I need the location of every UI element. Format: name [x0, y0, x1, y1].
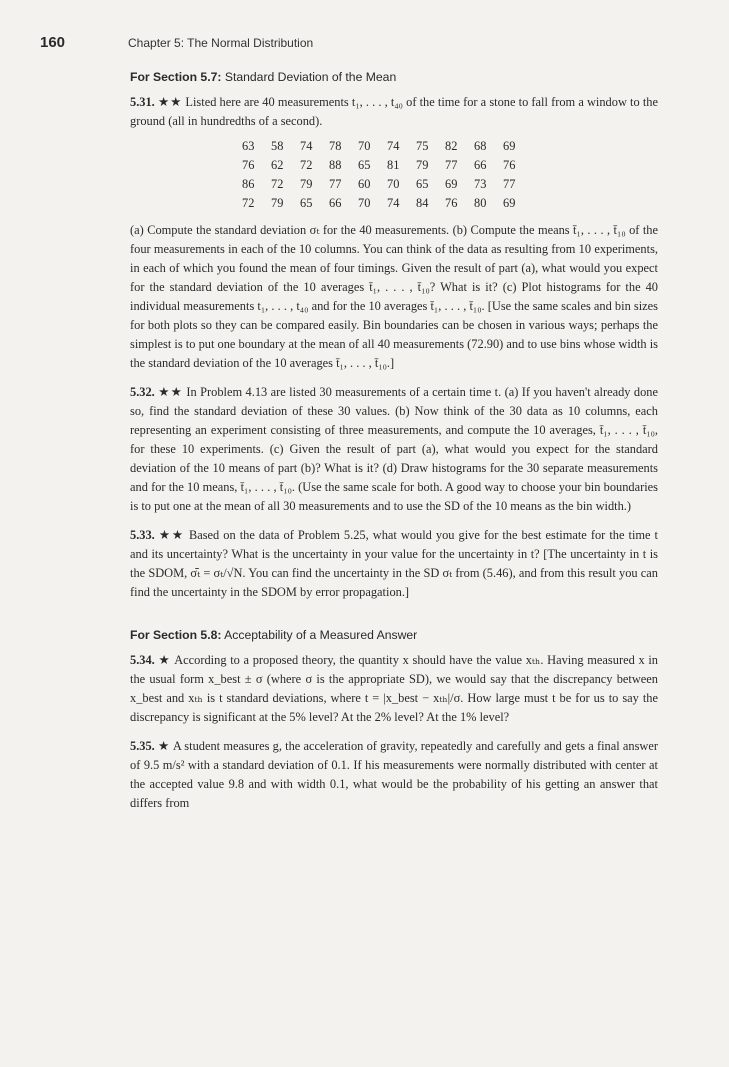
table-cell: 79 — [271, 196, 284, 210]
table-cell: 65 — [358, 158, 371, 172]
problem-5-33 — [130, 526, 658, 602]
table-cell: 58 — [271, 139, 284, 153]
table-cell: 70 — [387, 177, 400, 191]
table-cell: 62 — [271, 158, 284, 172]
problem-body: (a) Compute the standard deviation σₜ for the 40 measurements. (b) Compute the means t̄₁, . . . , t̄₁₀ of the four measurements in each of the 10 columns. You can think of the data as resulting from 10 experiments, in each of which you found the mean of four timings. Given the result of part (a), what would you expect for the standard deviation of the 10 averages t̄₁, . . . , t̄₁₀? What is it? (c) Plot histograms for the 40 individual measurements t₁, . . . , t₄₀ and for the 10 averages t̄₁, . . . , t̄₁₀. [Use the same scales and bin sizes for both plots so they can be compared easily. Bin boundaries can be chosen in various ways; perhaps the simplest is to put one boundary at the mean of all 40 measurements (72.90) and to use bins whose width is the standard deviation of the 10 averages t̄₁, . . . , t̄₁₀.] — [130, 223, 658, 370]
difficulty-stars: ★ — [158, 653, 172, 667]
table-cell: 88 — [329, 158, 342, 172]
difficulty-stars: ★ — [158, 739, 171, 753]
table-cell: 72 — [271, 177, 284, 191]
table-cell: 73 — [474, 177, 487, 191]
difficulty-stars: ★★ — [157, 95, 183, 109]
table-cell: 86 — [242, 177, 255, 191]
table-cell: 74 — [300, 139, 313, 153]
table-cell: 77 — [329, 177, 342, 191]
table-cell: 65 — [300, 196, 313, 210]
problem-5-34 — [130, 651, 658, 727]
table-cell: 70 — [358, 196, 371, 210]
table-cell: 77 — [503, 177, 516, 191]
table-cell: 77 — [445, 158, 458, 172]
running-head: Chapter 5: The Normal Distribution — [128, 36, 314, 50]
problem-body: A student measures g, the acceleration of gravity, repeatedly and carefully and gets a final answer of 9.5 m/s² with a standard deviation of 0.1. If his measurements were normally distributed with center at the accepted value 9.8 and with width 0.1, what would be the probability of his getting an answer that differs from — [130, 739, 659, 810]
section-title: Standard Deviation of the Mean — [224, 70, 397, 84]
table-cell: 63 — [242, 139, 255, 153]
table-row — [242, 175, 532, 194]
table-cell: 76 — [445, 196, 458, 210]
problem-body: Based on the data of Problem 5.25, what would you give for the best estimate for the time t and its uncertainty? What is the uncertainty in your value for the uncertainty in t? [The uncertainty in t is the SDOM, σₜ̄ = σₜ/√N. You can find the uncertainty in the SD σₜ from (5.46), and from this result you can find the uncertainty in the SDOM by error propagation.] — [130, 528, 658, 599]
table-cell: 74 — [387, 139, 400, 153]
section-label: For Section 5.7: — [130, 70, 222, 84]
table-cell: 84 — [416, 196, 429, 210]
problem-number: 5.35. — [130, 739, 155, 753]
problem-number: 5.31. — [130, 95, 155, 109]
table-row — [242, 137, 532, 156]
difficulty-stars: ★★ — [158, 528, 185, 542]
measurement-table — [242, 137, 532, 213]
page-content — [130, 68, 658, 823]
table-cell: 69 — [503, 139, 516, 153]
problem-5-35 — [130, 737, 658, 813]
table-cell: 66 — [474, 158, 487, 172]
problem-5-31 — [130, 93, 658, 373]
problem-number: 5.33. — [130, 528, 155, 542]
problem-number: 5.32. — [130, 385, 155, 399]
problem-5-32 — [130, 383, 658, 516]
difficulty-stars: ★★ — [158, 385, 184, 399]
section-heading-5-8 — [130, 626, 658, 645]
problem-body: According to a proposed theory, the quantity x should have the value xₜₕ. Having measured x in the usual form x_best ± σ (where σ is the appropriate SD), we would say that the discrepancy between x_best and xₜₕ is t standard deviations, where t = |x_best − xₜₕ|/σ. How large must t be for us to say the discrepancy is significant at the 5% level? At the 2% level? At the 1% level? — [130, 653, 658, 724]
section-heading-5-7 — [130, 68, 658, 87]
table-cell: 79 — [300, 177, 313, 191]
table-cell: 60 — [358, 177, 371, 191]
page-number: 160 — [40, 34, 66, 51]
table-cell: 76 — [242, 158, 255, 172]
problem-intro: Listed here are 40 measurements t₁, . . . , t₄₀ of the time for a stone to fall from a window to the ground (all in hundredths of a second). — [130, 95, 658, 128]
table-cell: 66 — [329, 196, 342, 210]
table-cell: 69 — [503, 196, 516, 210]
page-header — [40, 34, 689, 54]
table-row — [242, 194, 532, 213]
table-cell: 68 — [474, 139, 487, 153]
section-label: For Section 5.8: — [130, 628, 222, 642]
table-cell: 81 — [387, 158, 400, 172]
table-cell: 65 — [416, 177, 429, 191]
table-cell: 76 — [503, 158, 516, 172]
table-cell: 78 — [329, 139, 342, 153]
table-cell: 80 — [474, 196, 487, 210]
table-cell: 75 — [416, 139, 429, 153]
table-cell: 69 — [445, 177, 458, 191]
problem-number: 5.34. — [130, 653, 155, 667]
problem-body: In Problem 4.13 are listed 30 measurements of a certain time t. (a) If you haven't already done so, find the standard deviation of these 30 values. (b) Now think of the 30 data as 10 columns, each representing an experiment consisting of three measurements, and compute the 10 averages, t̄₁, . . . , t̄₁₀, for these 10 experiments. (c) Given the result of part (a), what would you expect for the standard deviation of the 10 means of part (b)? What is it? (d) Draw histograms for the 30 separate measurements and for the 10 means, t̄₁, . . . , t̄₁₀. (Use the same scale for both. A good way to choose your bin boundaries is to put one at the mean of all 30 measurements and to use the SD of the 10 means as the bin width.) — [130, 385, 658, 513]
table-row — [242, 156, 532, 175]
table-cell: 74 — [387, 196, 400, 210]
table-cell: 79 — [416, 158, 429, 172]
section-title: Acceptability of a Measured Answer — [224, 628, 418, 642]
table-cell: 70 — [358, 139, 371, 153]
table-cell: 82 — [445, 139, 458, 153]
table-cell: 72 — [300, 158, 313, 172]
table-cell: 72 — [242, 196, 255, 210]
